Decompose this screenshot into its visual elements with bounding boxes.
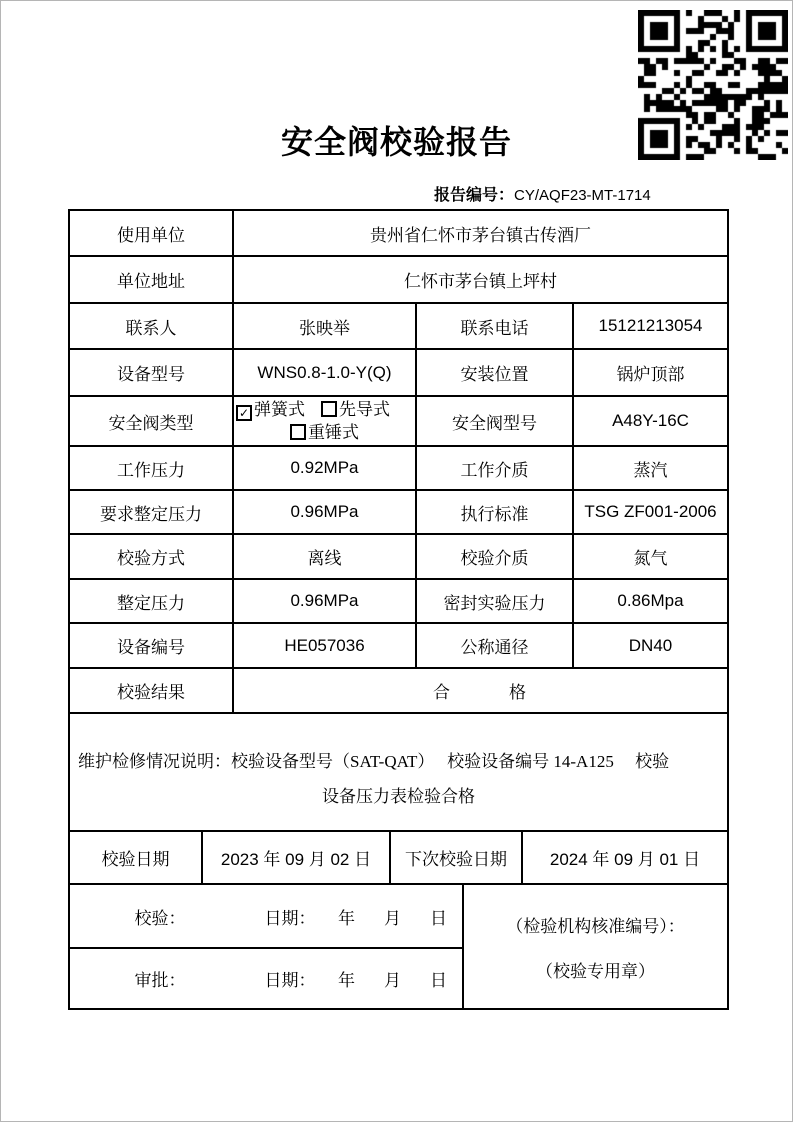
value-set-pressure: 0.96MPa — [233, 579, 416, 623]
value-unit-address: 仁怀市茅台镇上坪村 — [233, 256, 728, 303]
label-contact-phone: 联系电话 — [416, 303, 573, 349]
dates-table — [68, 832, 729, 885]
label-calibration-date: 校验日期 — [69, 832, 202, 884]
agency-approval-number: （检验机构核准编号）： — [506, 916, 685, 936]
label-required-set-pressure: 要求整定压力 — [69, 490, 233, 534]
value-use-unit: 贵州省仁怀市茅台镇古传酒厂 — [233, 210, 728, 256]
table-row — [69, 303, 728, 349]
value-device-no: HE057036 — [233, 623, 416, 668]
maintenance-line2: 设备压力表检验合格 — [322, 787, 475, 806]
calibrator-sign-line — [70, 904, 462, 929]
checkbox-pilot-type — [321, 401, 337, 417]
value-contact-person: 张映举 — [233, 303, 416, 349]
table-row — [69, 490, 728, 534]
label-unit-address: 单位地址 — [69, 256, 233, 303]
approver-sign-line — [70, 966, 462, 991]
value-working-pressure: 0.92MPa — [233, 446, 416, 490]
table-row — [69, 534, 728, 579]
table-row — [69, 446, 728, 490]
table-row — [69, 349, 728, 396]
label-seal-test-pressure: 密封实验压力 — [416, 579, 573, 623]
table-row — [69, 713, 728, 831]
value-seal-test-pressure: 0.86Mpa — [573, 579, 728, 623]
table-row — [69, 832, 728, 884]
label-use-unit: 使用单位 — [69, 210, 233, 256]
approver-label: 审批： — [134, 971, 186, 990]
table-row — [69, 256, 728, 303]
sign-row-calibrator — [69, 885, 463, 948]
label-device-no: 设备编号 — [69, 623, 233, 668]
value-calibration-date: 2023 年 09 月 02 日 — [202, 832, 390, 884]
label-valve-model: 安全阀型号 — [416, 396, 573, 446]
value-required-set-pressure: 0.96MPa — [233, 490, 416, 534]
label-next-calibration-date: 下次校验日期 — [390, 832, 522, 884]
label-valve-type: 安全阀类型 — [69, 396, 233, 446]
value-result: 合 格 — [233, 668, 728, 713]
table-row — [69, 210, 728, 256]
sign-row-approver — [69, 948, 463, 1009]
calibration-seal: （校验专用章） — [536, 961, 655, 981]
label-nominal-diameter: 公称通径 — [416, 623, 573, 668]
table-row — [69, 623, 728, 668]
label-device-model: 设备型号 — [69, 349, 233, 396]
label-calibration-method: 校验方式 — [69, 534, 233, 579]
stamp-cell — [463, 885, 728, 1009]
valve-type-line1 — [234, 398, 415, 421]
page-title: 安全阀校验报告 — [280, 124, 512, 160]
option-weight-type: 重锤式 — [308, 423, 359, 442]
table-row — [69, 579, 728, 623]
calibrator-label: 校验： — [134, 908, 186, 928]
value-working-medium: 蒸汽 — [573, 446, 728, 490]
label-calibration-medium: 校验介质 — [416, 534, 573, 579]
report-number — [434, 182, 651, 205]
valve-type-options — [233, 396, 416, 446]
calibrator-ymd: 年 月 日 — [338, 908, 453, 928]
label-working-medium: 工作介质 — [416, 446, 573, 490]
value-contact-phone: 15121213054 — [573, 303, 728, 349]
signature-table — [68, 885, 729, 1010]
label-set-pressure: 整定压力 — [69, 579, 233, 623]
label-result: 校验结果 — [69, 668, 233, 713]
value-valve-model: A48Y-16C — [573, 396, 728, 446]
report-number-value: CY/AQF23-MT-1714 — [514, 187, 651, 204]
option-pilot-type: 先导式 — [339, 400, 390, 419]
value-next-calibration-date: 2024 年 09 月 01 日 — [522, 832, 728, 884]
table-row — [69, 396, 728, 446]
label-standard: 执行标准 — [416, 490, 573, 534]
label-contact-person: 联系人 — [69, 303, 233, 349]
table-row — [69, 668, 728, 713]
report-table — [68, 209, 729, 1010]
value-nominal-diameter: DN40 — [573, 623, 728, 668]
report-number-label: 报告编号： — [434, 187, 515, 204]
approver-ymd: 年 月 日 — [338, 971, 453, 990]
maintenance-note — [69, 713, 728, 831]
approver-date-label: 日期： — [264, 971, 316, 990]
label-working-pressure: 工作压力 — [69, 446, 233, 490]
value-calibration-method: 离线 — [233, 534, 416, 579]
value-device-model: WNS0.8-1.0-Y(Q) — [233, 349, 416, 396]
option-spring-type: 弹簧式 — [254, 400, 305, 419]
value-calibration-medium: 氮气 — [573, 534, 728, 579]
valve-type-line2 — [234, 421, 415, 444]
main-table — [68, 209, 729, 832]
label-install-location: 安装位置 — [416, 349, 573, 396]
checkbox-weight-type — [290, 424, 306, 440]
table-row — [69, 885, 728, 948]
value-install-location: 锅炉顶部 — [573, 349, 728, 396]
value-standard: TSG ZF001-2006 — [573, 490, 728, 534]
calibrator-date-label: 日期： — [264, 908, 316, 928]
maintenance-line1: 维护检修情况说明：校验设备型号（SAT-QAT） 校验设备编号 14-A125 校验 — [78, 752, 670, 771]
checkbox-spring-type: ✓ — [236, 405, 252, 421]
